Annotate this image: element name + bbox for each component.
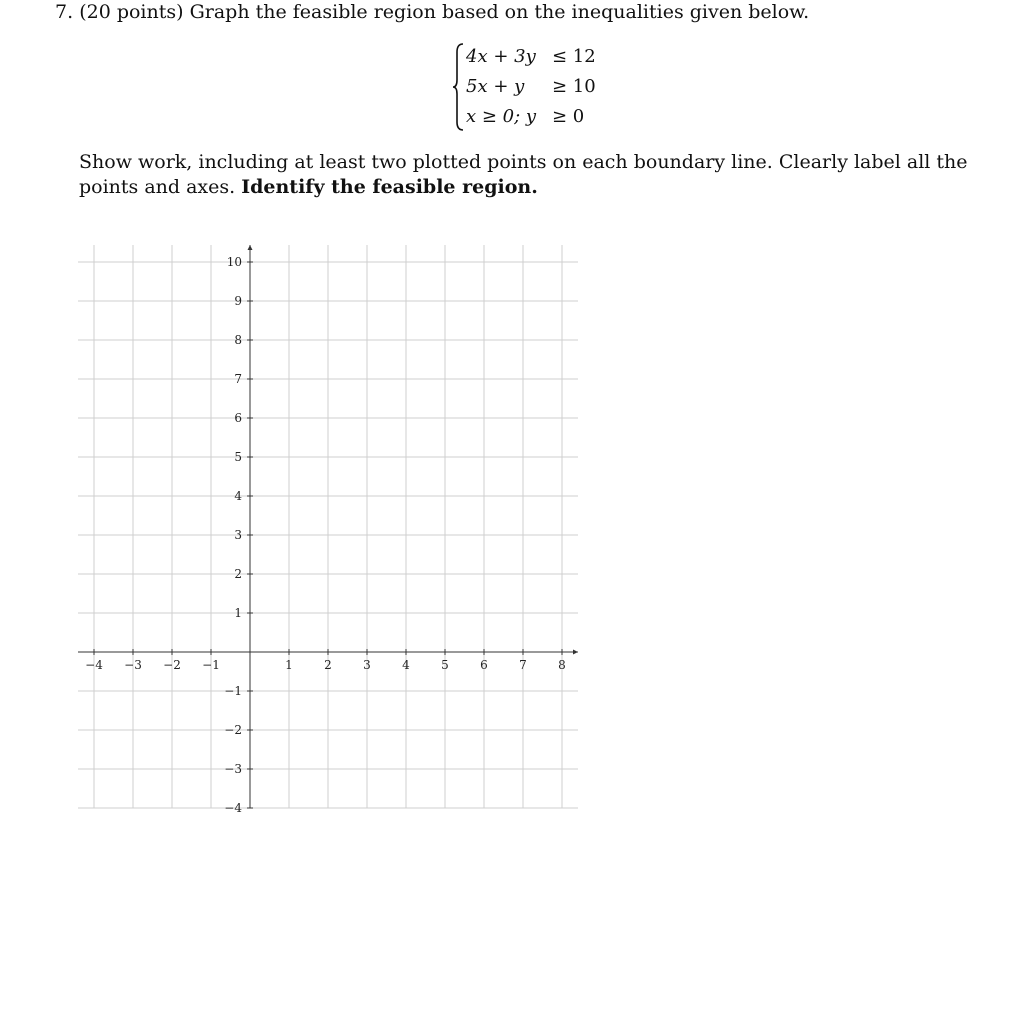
y-tick-label: −1 — [224, 684, 242, 698]
x-tick-label: −2 — [163, 658, 181, 672]
y-tick-label: 10 — [226, 255, 242, 269]
y-tick-label: 4 — [234, 489, 242, 503]
y-tick-label: −3 — [224, 762, 242, 776]
y-tick-label: −4 — [224, 801, 242, 815]
y-tick-label: 6 — [234, 411, 242, 425]
problem-number: 7. — [55, 1, 74, 23]
x-tick-label: 6 — [480, 658, 488, 672]
x-axis-arrow — [573, 650, 578, 655]
inequality-1-rel: ≤ 12 — [552, 46, 596, 67]
inequality-1-lhs: 4x + 3y — [466, 46, 536, 67]
x-tick-label: 3 — [363, 658, 371, 672]
y-tick-label: 1 — [234, 606, 242, 620]
y-tick-label: −2 — [224, 723, 242, 737]
y-tick-label: 9 — [234, 294, 242, 308]
x-tick-label: 7 — [519, 658, 527, 672]
problem-points: (20 points) — [79, 1, 184, 23]
inequality-2-rel: ≥ 10 — [552, 76, 596, 97]
y-tick-label: 7 — [234, 372, 242, 386]
inequality-2-lhs: 5x + y — [466, 76, 525, 97]
y-tick-label: 8 — [234, 333, 242, 347]
inequality-3-rel: ≥ 0 — [552, 106, 585, 127]
y-axis-arrow — [248, 245, 253, 250]
instructions-bold: Identify the feasible region. — [241, 176, 538, 198]
x-tick-label: 8 — [558, 658, 566, 672]
x-tick-label: −4 — [85, 658, 103, 672]
y-tick-label: 2 — [234, 567, 242, 581]
x-tick-label: 1 — [285, 658, 293, 672]
x-tick-label: 5 — [441, 658, 449, 672]
instructions-text: Show work, including at least two plotted points on each boundary line. Clearly label all the points and axes. — [79, 151, 968, 198]
x-tick-label: 2 — [324, 658, 332, 672]
x-tick-label: −3 — [124, 658, 142, 672]
x-tick-label: −1 — [202, 658, 220, 672]
inequality-3-lhs: x ≥ 0; y — [466, 106, 537, 127]
x-tick-label: 4 — [402, 658, 410, 672]
problem-prompt: Graph the feasible region based on the inequalities given below. — [189, 1, 810, 23]
y-tick-label: 3 — [234, 528, 242, 542]
y-tick-label: 5 — [234, 450, 242, 464]
